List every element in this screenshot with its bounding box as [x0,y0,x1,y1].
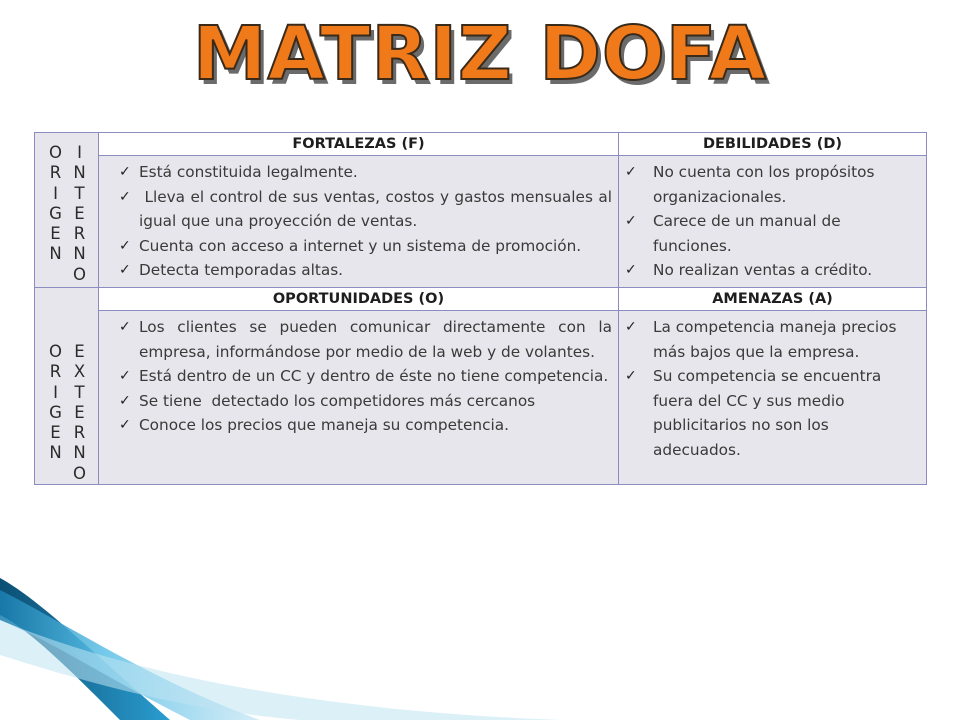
header-amenazas: AMENAZAS (A) [619,287,927,310]
checkmark-icon: ✓ [625,213,637,230]
externo-word: E X T E R N O [73,341,86,483]
list-item: ✓ Cuenta con acceso a internet y un sistema de promoción. [99,234,612,259]
header-debilidades: DEBILIDADES (D) [619,133,927,156]
amenazas-cell [619,310,927,484]
checkmark-icon: ✓ [119,262,131,279]
checkmark-icon: ✓ [119,237,131,254]
checkmark-icon: ✓ [625,318,637,335]
checkmark-icon: ✓ [625,164,637,180]
origin-word-internal: O R I G E N [49,143,62,264]
list-item: ✓ Carece de un manual de funciones. [619,209,920,258]
list-item: ✓ Conoce los precios que maneja su competencia. [99,413,612,438]
list-item: ✓ Los clientes se pueden comunicar directamente con la empresa, informándose por medio de la web y de volantes. [99,315,612,364]
checkmark-icon: ✓ [625,368,637,385]
checkmark-icon: ✓ [119,164,131,180]
checkmark-icon: ✓ [119,392,131,409]
origin-internal-cell [35,133,99,288]
list-item: ✓ Su competencia se encuentra fuera del CC y sus medio publicitarios no son los adecuados. [619,364,920,462]
list-item: ✓ No realizan ventas a crédito. [619,258,920,283]
oportunidades-cell [99,310,619,484]
decorative-swoosh [0,560,960,720]
list-item: ✓ Detecta temporadas altas. [99,258,612,283]
origin-external-cell [35,287,99,484]
list-item: ✓ La competencia maneja precios más bajos que la empresa. [619,315,920,364]
amenazas-list [619,311,926,467]
list-item: ✓ Está dentro de un CC y dentro de éste no tiene competencia. [99,364,612,389]
fortalezas-cell [99,156,619,288]
checkmark-icon: ✓ [119,318,131,335]
list-item: ✓ Está constituida legalmente. [99,160,612,185]
checkmark-icon: ✓ [119,188,131,205]
checkmark-icon: ✓ [119,368,131,385]
checkmark-icon: ✓ [119,417,131,434]
interno-word: I N T E R N O [73,143,86,284]
list-item: ✓ Se tiene detectado los competidores más cercanos [99,389,612,414]
list-item: ✓ No cuenta con los propósitos organizacionales. [619,160,920,209]
page-title: MATRIZ DOFA [192,11,768,97]
origin-word-external: O R I G E N [49,341,62,463]
debilidades-cell [619,156,927,288]
oportunidades-list [99,311,618,442]
header-fortalezas: FORTALEZAS (F) [99,133,619,156]
header-oportunidades: OPORTUNIDADES (O) [99,287,619,310]
checkmark-icon: ✓ [625,262,637,279]
fortalezas-list [99,156,618,287]
debilidades-list [619,156,926,287]
list-item: ✓ Lleva el control de sus ventas, costos y gastos mensuales al igual que una proyección de ventas. [99,185,612,234]
dofa-matrix [34,132,927,485]
